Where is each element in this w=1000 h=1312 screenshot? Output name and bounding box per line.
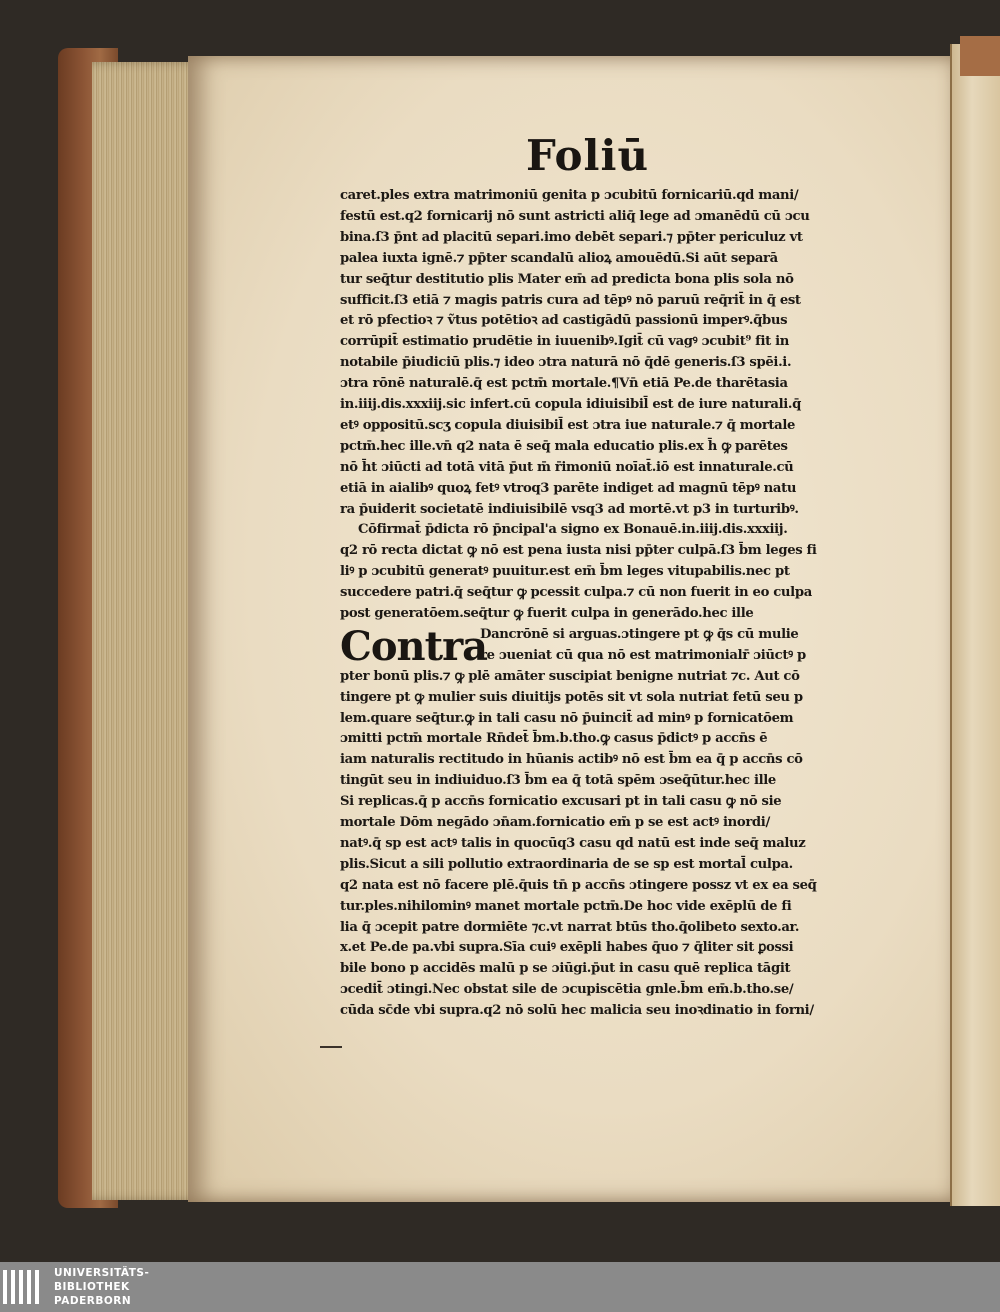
decorated-initial-word: Contra xyxy=(340,622,488,670)
text-line: caret.ples extra matrimoniū genita p ɔcubitū fornicariū.qd mani/ xyxy=(340,188,799,203)
text-line: q2 nata est nō facere plē.q̄uis tn̄ p accn̄s ɔtingere possz vt ex ea seq̄ xyxy=(340,877,817,893)
text-line: etꝰ oppositū.scʒ copula diuisibil̄ est ɔtra iue naturale.⁊ q̄ mortale xyxy=(340,417,796,433)
text-line: bile bono p accidēs malū p se ɔiūgi.p̄ut in casu quē replica tāgit xyxy=(340,961,791,977)
text-line: q2 rō recta dictat ꝙ nō est pena iusta nisi pp̄ter culpā.ſ3 b̄m leges fi xyxy=(340,543,817,559)
text-line: in.iiij.dis.xxxiij.sic infert.cū copula idiuisibil̄ est de iure naturali.q̄ xyxy=(340,397,802,412)
text-line: festū est.q2 fornicarij nō sunt astricti aliq̄ lege ad ɔmanēdū cū ɔcu xyxy=(340,208,810,224)
text-line: lia q̄ ɔcepit patre dormiēte ⁊c.vt narrat btūs tho.q̄olibeto sexto.ar. xyxy=(340,919,800,935)
text-line: lem.quare seq̄tur.ꝙ in tali casu nō p̄uincit̄ ad minꝰ p fornicatōem xyxy=(340,710,794,726)
logo-line-1: UNIVERSITÄTS- xyxy=(54,1267,150,1279)
text-line: x.et Pe.de pa.vbi supra.Sīa cuiꝰ exēpli habes q̄uo ⁊ q̄liter sit ꝑossi xyxy=(340,940,794,956)
text-line: etiā in aialibꝰ quoꝝ fetꝰ vtroq3 parēte indiget ad magnū tēpꝰ natu xyxy=(340,480,797,496)
text-line: post generatōem.seq̄tur ꝙ fuerit culpa in generādo.hec ille xyxy=(340,606,754,621)
text-line: Si replicas.q̄ p accn̄s fornicatio excusari pt in tali casu ꝙ nō sie xyxy=(340,794,782,810)
text-line: ɔcedit̄ ɔtingi.Nec obstat sile de ɔcupiscētia gnle.b̄m em̄.b.tho.se/ xyxy=(340,982,794,998)
text-line: tur.ples.nihilominꝰ manet mortale pctm̄.De hoc vide exēplū de fi xyxy=(340,898,792,914)
library-logo-text xyxy=(54,1266,174,1308)
text-block xyxy=(340,186,860,1026)
text-line: mortale Dōm negādo ɔn̄am.fornicatio em̄ p se est actꝰ inordi/ xyxy=(340,815,770,830)
text-line: ra p̄uiderit societatē indiuisibilē vsq3 ad mortē.vt p3 in turturibꝰ. xyxy=(340,501,799,517)
text-line: plis.Sicut a sili pollutio extraordinaria de se sp est mortal̄ culpa. xyxy=(340,856,793,872)
text-line: cūda sc̄de vbi supra.q2 nō solū hec malicia seu inoꝛdinatio in forni/ xyxy=(340,1003,814,1019)
text-line: corrūpit̄ estimatio prudētie in iuuenibꝰ.Igit̄ cū vagꝰ ɔcubit⁹ fit in xyxy=(340,334,789,350)
text-line: ɔmitti pctm̄ mortale Rn̄det̄ b̄m.b.tho.ꝙ casus p̄dictꝰ p accn̄s ē xyxy=(340,731,768,747)
text-line: ɔtra rōnē naturalē.q̄ est pctm̄ mortale.¶Vn̄ etiā Pe.de tharētasia xyxy=(340,376,788,392)
logo-line-3: PADERBORN xyxy=(54,1295,132,1307)
footer-rule xyxy=(320,1046,342,1048)
text-line: notabile p̄iudiciū plis.⁊ ideo ɔtra naturā nō q̄dē generis.ſ3 spēi.i. xyxy=(340,355,792,371)
text-line: et rō pfectioꝛ ⁊ ṽtus potētioꝛ ad castigādū passionū imperꝰ.q̄bus xyxy=(340,313,788,329)
text-line: natꝰ.q̄ sp est actꝰ talis in quocūq3 casu qd natū est inde seq̄ maluz xyxy=(340,835,806,851)
text-line: nō h̄t ɔiūcti ad totā vitā p̄ut m̄ r̄imoniū noīat̄.iō est innaturale.cū xyxy=(340,459,794,475)
text-line: liꝰ p ɔcubitū generatꝰ puuitur.est em̄ b̄m leges vitupabilis.nec pt xyxy=(340,564,790,580)
text-line: pter bonū plis.⁊ ꝙ plē amāter suscipiat benigne nutriat ⁊c. Aut cō xyxy=(340,668,800,684)
logo-line-2: BIBLIOTHEK xyxy=(54,1281,130,1293)
running-head: Foliū xyxy=(526,131,649,180)
text-line: re ɔueniat cū qua nō est matrimonialr̄ ɔiūctꝰ p xyxy=(480,647,806,663)
text-line: iam naturalis rectitudo in hūanis actibꝰ nō est b̄m ea q̄ p accn̄s cō xyxy=(340,752,803,768)
text-line: Cōfirmat̄ p̄dicta rō p̄ncipal'a signo ex Bonauē.in.iiij.dis.xxxiij. xyxy=(358,522,788,538)
text-line: tingere pt ꝙ mulier suis diuitijs potēs sit vt sola nutriat fetū seu p xyxy=(340,689,803,705)
text-line: succedere patri.q̄ seq̄tur ꝙ pcessit culpa.⁊ cū non fuerit in eo culpa xyxy=(340,585,812,601)
library-logo-icon xyxy=(0,1262,48,1312)
text-line: pctm̄.hec ille.vn̄ q2 nata ē seq̄ mala educatio plis.ex h̄ ꝙ parētes xyxy=(340,438,788,454)
text-line: bina.ſ3 p̄nt ad placitū separi.imo debēt separi.⁊ pp̄ter periculuz vt xyxy=(340,229,803,245)
text-line: tur seq̄tur destitutio plis Mater em̄ ad predicta bona plis sola nō xyxy=(340,271,794,287)
text-line: Dancrōnē si arguas.ɔtingere pt ꝙ q̄s cū mulie xyxy=(480,626,799,642)
text-line: palea iuxta ignē.⁊ pp̄ter scandalū alioꝝ amouēdū.Si aūt separā xyxy=(340,250,778,266)
text-line: sufficit.ſ3 etiā ⁊ magis patris cura ad tēpꝰ nō paruū req̄rit̄ in q̄ est xyxy=(340,292,801,308)
book-cover-right xyxy=(960,36,1000,76)
text-line: tingūt seu in indiuiduo.ſ3 b̄m ea q̄ totā spēm ɔseq̄ūtur.hec ille xyxy=(340,773,776,789)
facing-page-edge xyxy=(950,44,1000,1206)
